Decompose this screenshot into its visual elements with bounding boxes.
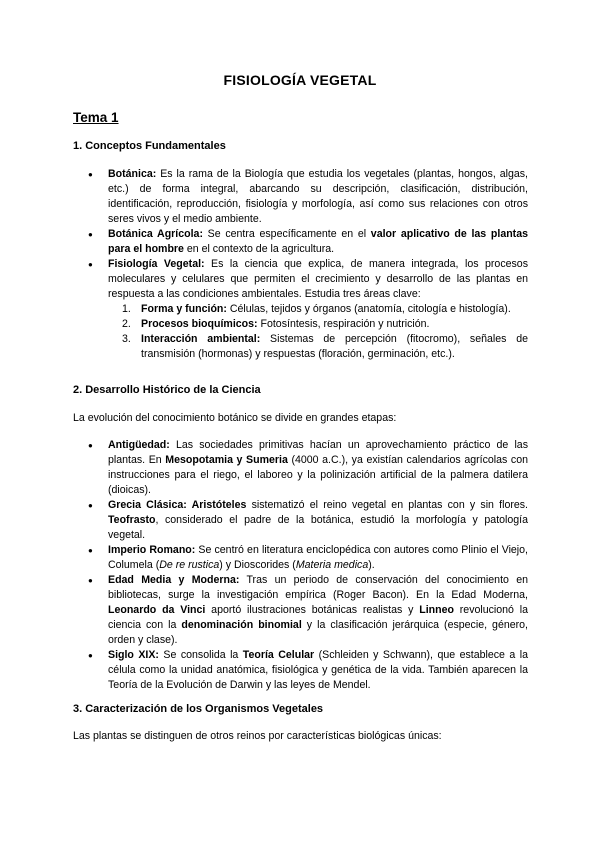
- list-item: ● Antigüedad: Las sociedades primitivas hacían un aprovechamiento práctico de las plantas. En Mesopotamia y Sumeria (4000 a.C.), ya existían calendarios agrícolas con instrucciones para el riego, el laboreo y la polinización artificial de la palmera datilera (dioicas).: [108, 438, 528, 498]
- list-item: ● Grecia Clásica: Aristóteles sistematizó el reino vegetal en plantas con y sin flores. Teofrasto, considerado el padre de la botánica, estudió la morfología y patología vegetal.: [108, 498, 528, 543]
- list-item: ● Botánica Agrícola: Se centra específicamente en el valor aplicativo de las plantas para el hombre en el contexto de la agricultura.: [108, 227, 528, 257]
- sub-list-item: 1. Forma y función: Células, tejidos y órganos (anatomía, citología e histología).: [122, 303, 511, 315]
- section-2-list: [108, 438, 528, 693]
- section-3-intro: Las plantas se distinguen de otros reinos por características biológicas únicas:: [73, 730, 442, 742]
- list-item: ● Edad Media y Moderna: Tras un periodo de conservación del conocimiento en bibliotecas, surge la investigación empírica (Roger Bacon). En la Edad Moderna, Leonardo da Vinci aportó ilustraciones botánicas realistas y Linneo revolucionó la ciencia con la denominación binomial y la clasificación jerárquica (especie, género, orden y clase).: [108, 573, 528, 648]
- list-item: ● Imperio Romano: Se centró en literatura enciclopédica con autores como Plinio el Viejo, Columela (De re rustica) y Dioscorides (Materia medica).: [108, 543, 528, 573]
- section-2-intro: La evolución del conocimiento botánico se divide en grandes etapas:: [73, 412, 397, 424]
- list-item: ● Botánica: Es la rama de la Biología que estudia los vegetales (plantas, hongos, algas, etc.) de forma integral, abarcando su descripción, clasificación, distribución, identificación, reproducción, fisiología y morfología, así como sus relaciones con otros seres vivos y el medio ambiente.: [108, 167, 528, 227]
- sub-list-item: 3. Interacción ambiental: Sistemas de percepción (fitocromo), señales de transmisión (hormonas) y respuestas (floración, germinación, etc.).: [122, 333, 528, 360]
- sub-list: [122, 302, 528, 362]
- list-item: ● Siglo XIX: Se consolida la Teoría Celular (Schleiden y Schwann), que establece a la célula como la unidad anatómica, fisiológica y genética de la vida. También aparecen la Teoría de la Evolución de Darwin y las leyes de Mendel.: [108, 648, 528, 693]
- section-1-heading: 1. Conceptos Fundamentales: [73, 140, 226, 152]
- list-item: ● Fisiología Vegetal: Es la ciencia que explica, de manera integrada, los procesos moleculares y celulares que permiten el crecimiento y desarrollo de las plantas en respuesta a las condiciones ambientales. Estudia tres áreas clave: 1. Forma y función: Células, tejidos y órganos (anatomía, citología e histología). 2. Procesos bioquímicos: Fotosíntesis, respiración y nutrición. 3. Interacción ambiental: Sistemas de percepción (fitocromo), señales de transmisión (hormonas) y respuestas (floración, germinación, etc.).: [108, 257, 528, 362]
- term-botanica: Botánica:: [108, 168, 157, 180]
- document-title: FISIOLOGÍA VEGETAL: [223, 72, 377, 88]
- topic-heading: Tema 1: [73, 110, 119, 125]
- sub-list-item: 2. Procesos bioquímicos: Fotosíntesis, respiración y nutrición.: [122, 318, 430, 330]
- section-1-list: [108, 167, 528, 362]
- term-botanica-agricola: Botánica Agrícola:: [108, 228, 203, 240]
- term-fisiologia-vegetal: Fisiología Vegetal:: [108, 258, 205, 270]
- section-3-heading: 3. Caracterización de los Organismos Vegetales: [73, 703, 324, 715]
- section-2-heading: 2. Desarrollo Histórico de la Ciencia: [73, 384, 261, 396]
